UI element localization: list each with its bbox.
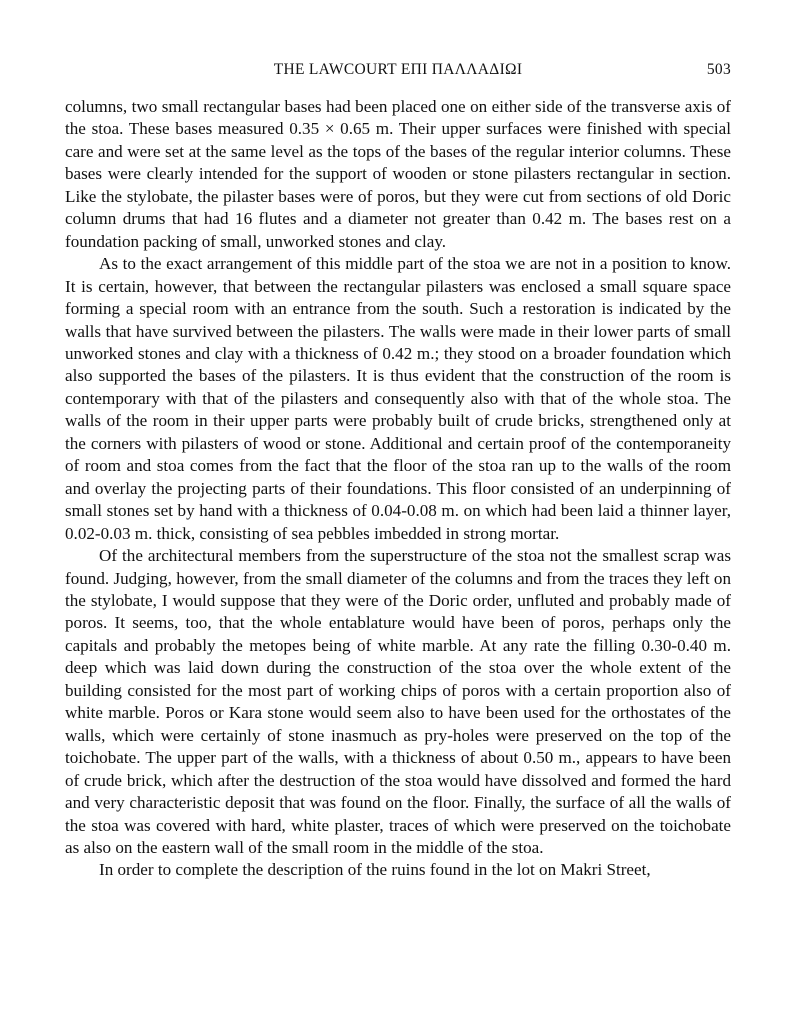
body-text [65,96,731,882]
page-number: 503 [706,61,731,78]
running-title: THE LAWCOURT ΕΠΙ ΠΑΛΛΑΔΙΩΙ [273,61,523,78]
paragraph: Of the architectural members from the superstructure of the stoa not the smallest scrap was found. Judging, however, from the small diameter of the columns and from the traces they left on the stylobate, I would suppose that they were of the Doric order, unfluted and probably made of poros. It seems, too, that the whole entablature would have been of poros, perhaps only the capitals and probably the metopes being of white marble. At any rate the filling 0.30-0.40 m. deep which was laid down during the construction of the stoa over the whole extent of the building consisted for the most part of working chips of poros with a certain proportion also of white marble. Poros or Kara stone would seem also to have been used for the orthostates of the walls, which were certainly of stone inasmuch as pry-holes were preserved on the top of the toichobate. The upper part of the walls, with a thickness of about 0.50 m., appears to have been of crude brick, which after the destruction of the stoa would have dissolved and formed the hard and very characteristic deposit that was found on the floor. Finally, the surface of all the walls of the stoa was covered with hard, white plaster, traces of which were preserved on the toichobate as also on the eastern wall of the small room in the middle of the stoa. [65,546,731,857]
paragraph: In order to complete the description of the ruins found in the lot on Makri Street, [99,860,651,880]
running-header [65,61,731,83]
paragraph-continued: columns, two small rectangular bases had been placed one on either side of the transverse axis of the stoa. These bases measured 0.35 × 0.65 m. Their upper surfaces were finished with special care and were set at the same level as the tops of the bases of the regular interior columns. These bases were clearly intended for the support of wooden or stone pilasters rectangular in section. Like the stylobate, the pilaster bases were of poros, but they were cut from sections of old Doric column drums that had 16 flutes and a diameter not greater than 0.42 m. The bases rest on a foundation packing of small, unworked stones and clay. [65,97,731,251]
paragraph: As to the exact arrangement of this middle part of the stoa we are not in a position to know. It is certain, however, that between the rectangular pilasters was enclosed a small square space forming a special room with an entrance from the south. Such a restoration is indicated by the walls that have survived between the pilasters. The walls were made in their lower parts of small unworked stones and clay with a thickness of 0.42 m.; they stood on a broader foundation which also supported the bases of the pilasters. It is thus evident that the construction of the room is contemporary with that of the pilasters and consequently also with that of the whole stoa. The walls of the room in their upper parts were probably built of crude bricks, strengthened only at the corners with pilasters of wood or stone. Additional and certain proof of the contemporaneity of room and stoa comes from the fact that the floor of the stoa ran up to the walls of the room and overlay the projecting parts of their foundations. This floor consisted of an underpinning of small stones set by hand with a thickness of 0.04-0.08 m. on which had been laid a thinner layer, 0.02-0.03 m. thick, consisting of sea pebbles imbedded in strong mortar. [65,254,731,543]
